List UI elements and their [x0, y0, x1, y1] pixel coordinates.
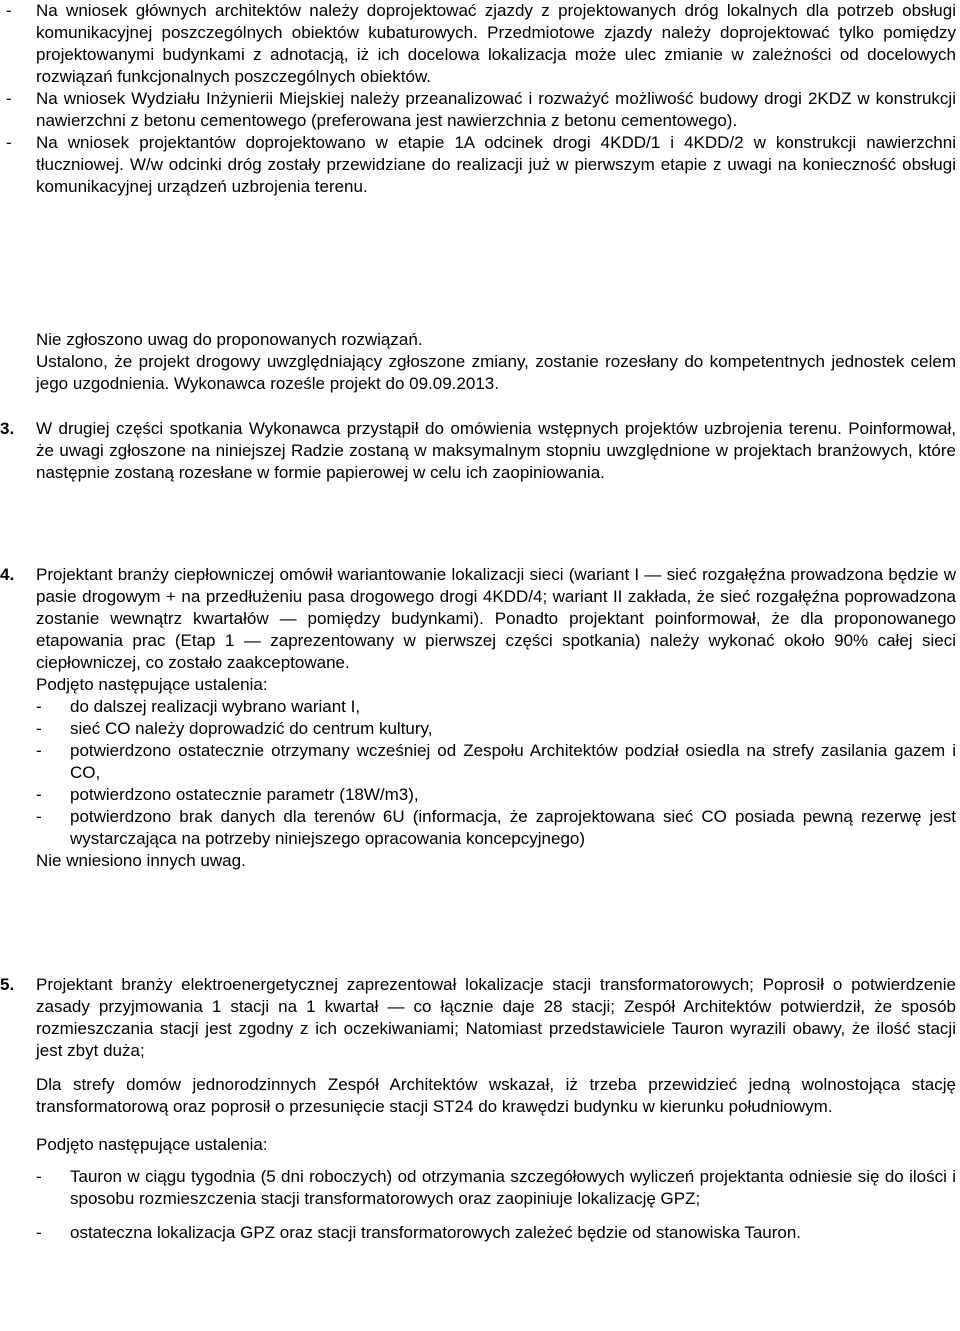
agreed-heading: Podjęto następujące ustalenia: — [36, 675, 268, 694]
agreed-paragraph: Ustalono, że projekt drogowy uwzględniający zgłoszone zmiany, zostanie rozesłany do kompetentnych jednostek celem jego uzgodnienia. Wykonawca roześle projekt do 09.09.2013. — [36, 352, 956, 393]
section-5 — [0, 974, 956, 1244]
section-number: 4. — [0, 565, 15, 584]
list-item: - potwierdzono ostatecznie parametr (18W/m3), — [36, 785, 419, 804]
list-item: - sieć CO należy doprowadzić do centrum kultury, — [36, 719, 433, 738]
top-list — [0, 0, 956, 198]
list-item: - Na wniosek Wydziału Inżynierii Miejskiej należy przeanalizować i rozważyć możliwość budowy drogi 2KDZ w konstrukcji nawierzchni z betonu cementowego (preferowana jest nawierzchnia z betonu cementowego). — [6, 89, 956, 130]
list-item: - Tauron w ciągu tygodnia (5 dni roboczych) od otrzymania szczegółowych wyliczeń projektanta odniesie się do ilości i sposobu rozmieszczenia stacji transformatorowych oraz zaopiniuje lokalizację GPZ; — [36, 1167, 956, 1208]
section-text: Dla strefy domów jednorodzinnych Zespół Architektów wskazał, iż trzeba przewidzieć jedną wolnostojąca stację transformatorową oraz poprosił o przesunięcie stacji ST24 do krawędzi budynku w kierunku południowym. — [36, 1075, 956, 1116]
list-item: - Na wniosek głównych architektów należy doprojektować zjazdy z projektowanych dróg lokalnych dla potrzeb obsługi komunikacyjnej poszczególnych obiektów kubaturowych. Przedmiotowe zjazdy należy doprojektować tylko pomiędzy projektowanymi budynkami z adnotacją, iż ich docelowa lokalizacja może ulec zmianie w zależności od docelowych rozwiązań funkcjonalnych poszczególnych obiektów. — [6, 1, 956, 86]
no-objections-text: Nie zgłoszono uwag do proponowanych rozwiązań. — [36, 330, 423, 349]
list-item: - do dalszej realizacji wybrano wariant I, — [36, 697, 361, 716]
section-3 — [0, 418, 956, 484]
list-item: - potwierdzono brak danych dla terenów 6U (informacja, że zaprojektowana sieć CO posiada pewną rezerwę jest wystarczająca na potrzeby niniejszego opracowania koncepcyjnego) — [36, 807, 956, 848]
section-text: Projektant branży elektroenergetycznej zaprezentował lokalizacje stacji transformatorowych; Poprosił o potwierdzenie zasady przyjmowania 1 stacji na 1 kwartał — co łącznie daje 28 stacji; Zespół Architektów potwierdził, że sposób rozmieszczania stacji jest zgodny z ich oczekiwaniami; Natomiast przedstawiciele Tauron wyrazili obawy, że ilość stacji jest zbyt duża; — [36, 975, 956, 1060]
section-number: 5. — [0, 975, 15, 994]
list-item: - Na wniosek projektantów doprojektowano w etapie 1A odcinek drogi 4KDD/1 i 4KDD/2 w konstrukcji nawierzchni tłuczniowej. W/w odcinki dróg zostały przewidziane do realizacji już w pierwszym etapie z uwagi na konieczność obsługi komunikacyjnej urządzeń uzbrojenia terenu. — [6, 133, 956, 196]
list-item: - potwierdzono ostatecznie otrzymany wcześniej od Zespołu Architektów podział osiedla na strefy zasilania gazem i CO, — [36, 741, 956, 782]
section-text: W drugiej części spotkania Wykonawca przystąpił do omówienia wstępnych projektów uzbrojenia terenu. Poinformował, że uwagi zgłoszone na niniejszej Radzie zostaną w maksymalnym stopniu uwzględnione w projektach branżowych, które następnie zostaną rozesłane w formie papierowej w celu ich zaopiniowania. — [36, 419, 956, 482]
list-item: - ostateczna lokalizacja GPZ oraz stacji transformatorowych zależeć będzie od stanowiska Tauron. — [36, 1223, 802, 1242]
section-text: Projektant branży ciepłowniczej omówił wariantowanie lokalizacji sieci (wariant I — sieć rozgałęźna prowadzona będzie w pasie drogowym + na przedłużeniu pasa drogowego drogi 4KDD/4; wariant II zakłada, że sieć rozgałęźna poprowadzona zostanie wewnątrz kwartałów — pomiędzy budynkami). Ponadto projektant poinformował, że dla proponowanego etapowania prac (Etap 1 — zaprezentowany w pierwszej części spotkania) należy wykonać około 90% całej sieci ciepłowniczej, co zostało zaakceptowane. — [36, 565, 956, 672]
section-number: 3. — [0, 419, 15, 438]
section-4 — [0, 564, 956, 872]
agreed-heading: Podjęto następujące ustalenia: — [36, 1135, 268, 1154]
no-objections-text: Nie wniesiono innych uwag. — [36, 851, 246, 870]
